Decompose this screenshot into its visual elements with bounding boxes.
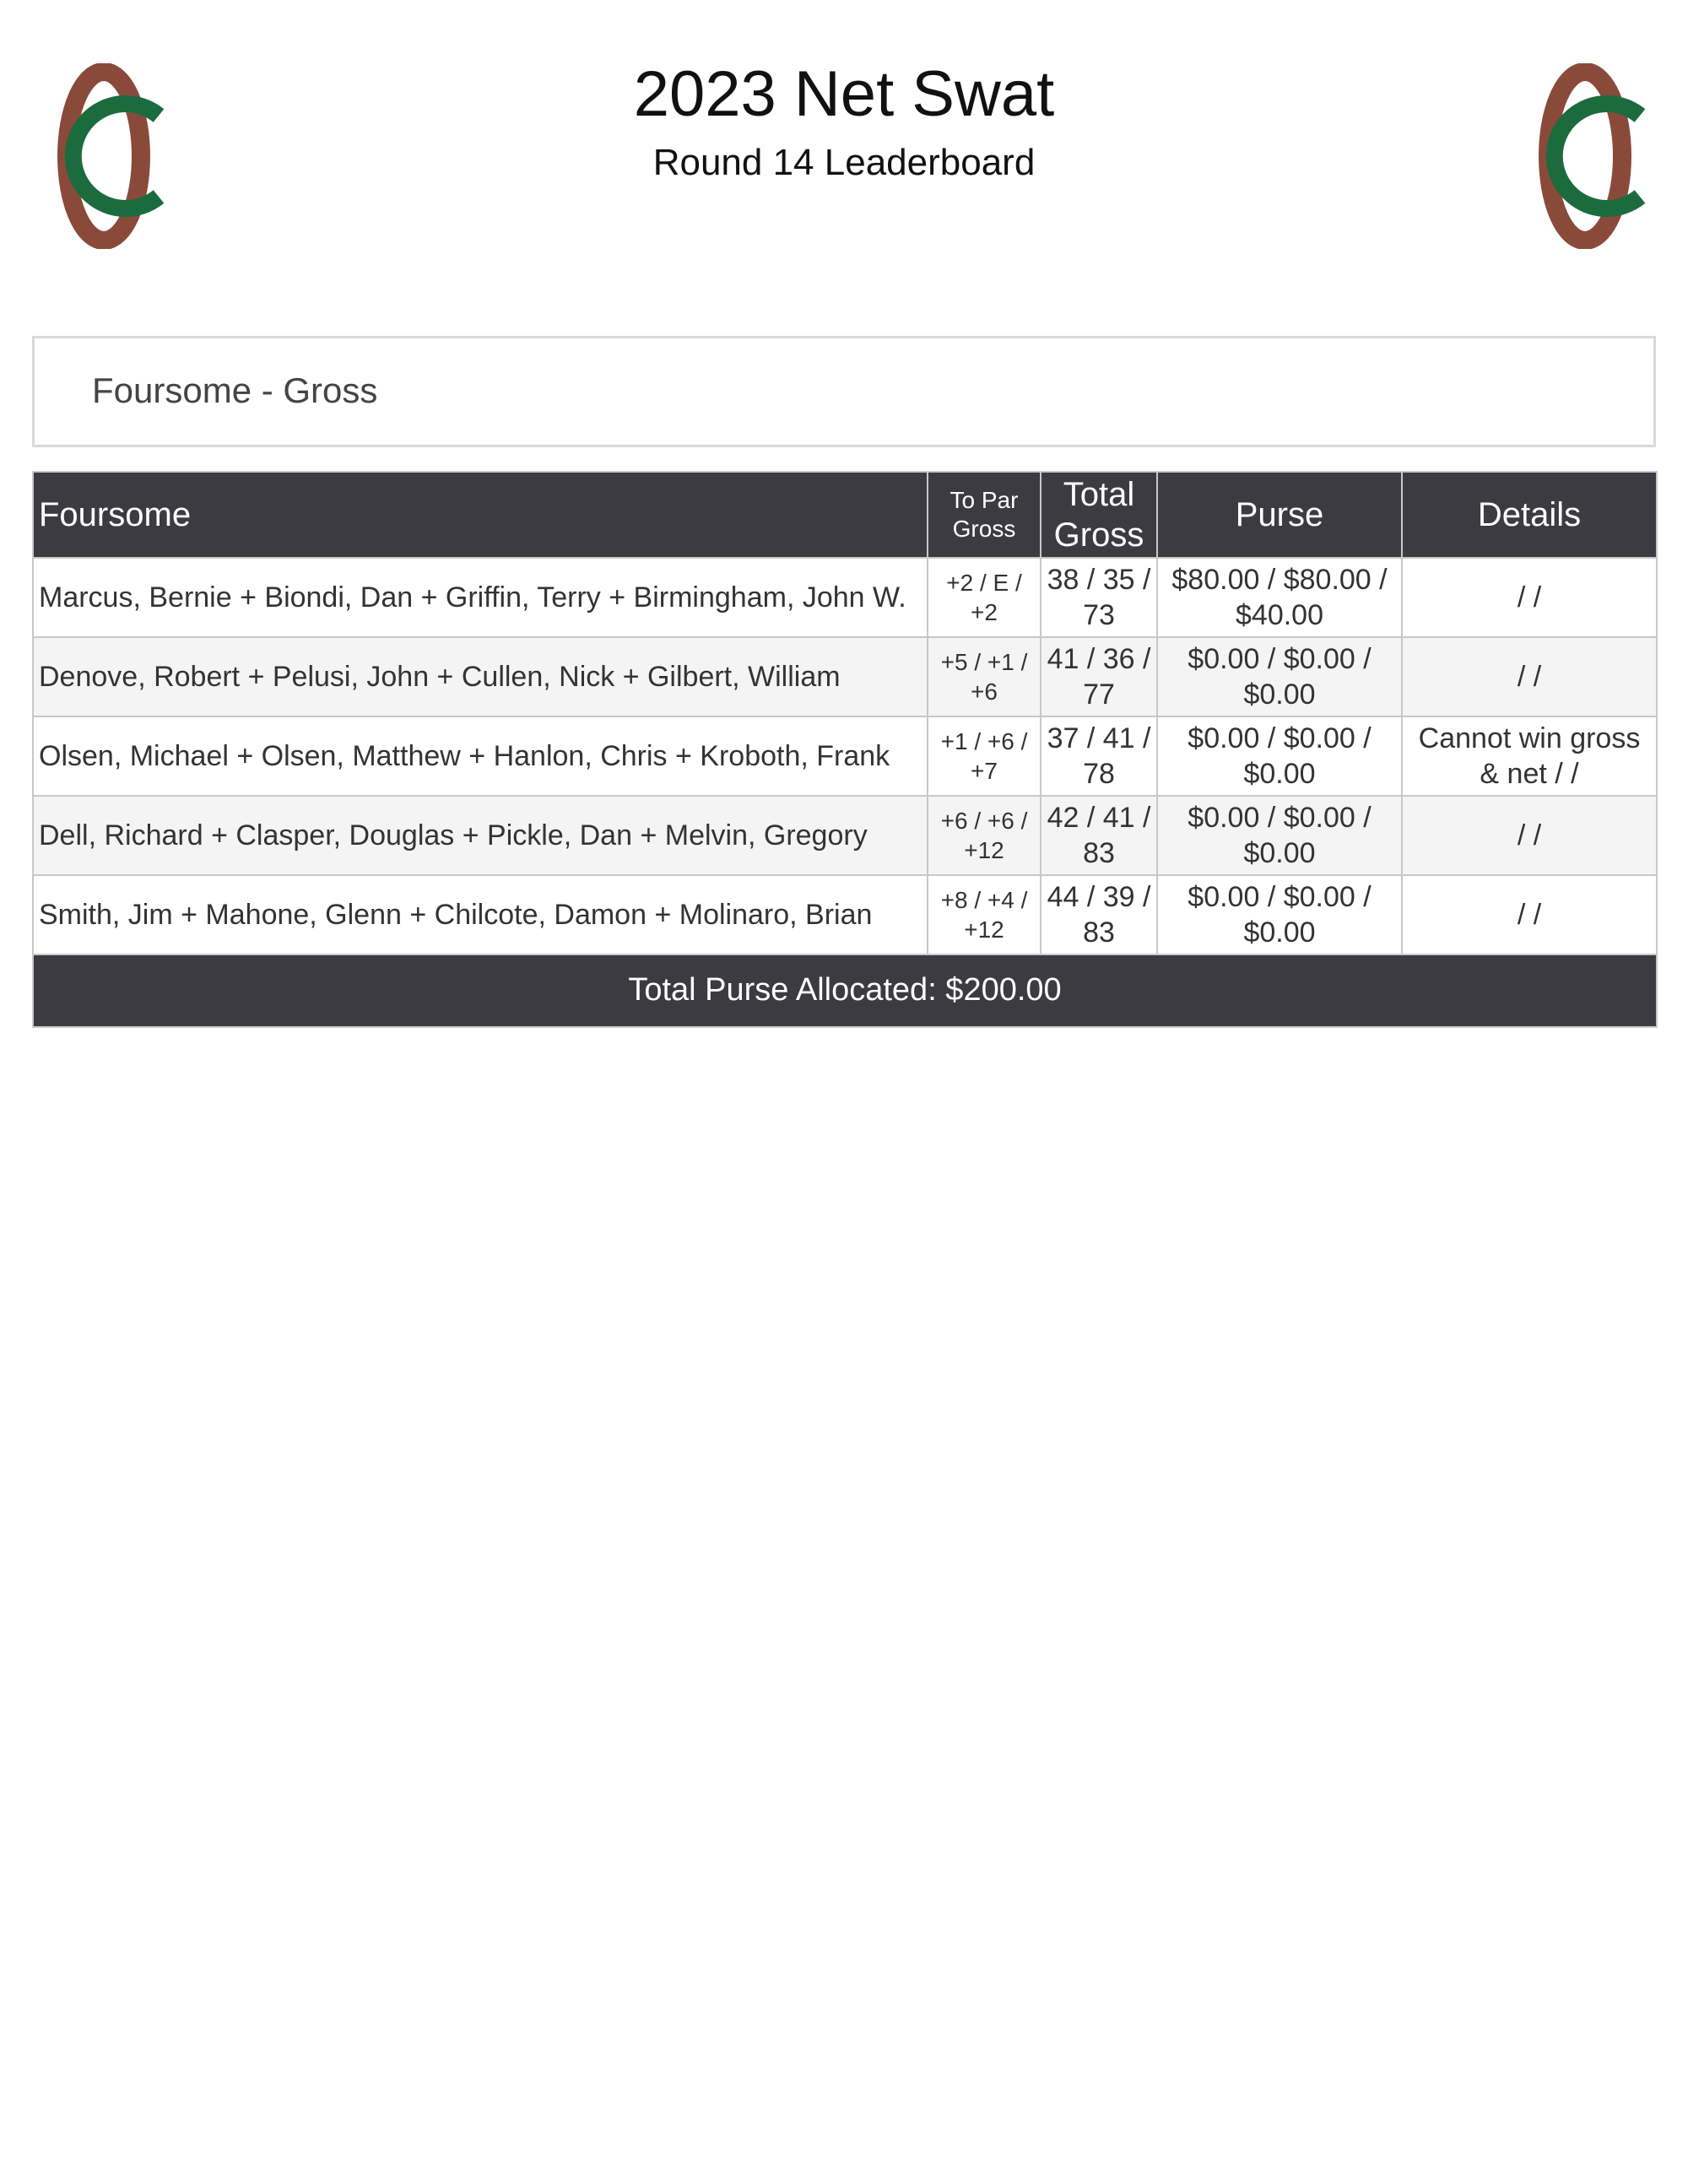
details-value: / /: [1402, 637, 1657, 716]
column-header-total-line2: Gross: [1053, 516, 1144, 554]
column-header-details: Details: [1402, 472, 1657, 558]
purse-value: $0.00 / $0.00 / $0.00: [1157, 796, 1402, 875]
leaderboard-table: [32, 471, 1658, 1028]
column-header-to-par-line1: To Par: [950, 487, 1019, 514]
column-header-total-line1: Total: [1063, 476, 1135, 513]
details-value: / /: [1402, 558, 1657, 637]
total-gross: 44 / 39 / 83: [1041, 875, 1157, 954]
column-header-total-gross: [1041, 472, 1157, 558]
details-value: Cannot win gross & net / /: [1402, 716, 1657, 796]
page-subtitle: Round 14 Leaderboard: [652, 141, 1036, 183]
to-par-gross: +1 / +6 / +7: [928, 716, 1041, 796]
section-header: [32, 336, 1656, 447]
total-gross: 41 / 36 / 77: [1041, 637, 1157, 716]
to-par-gross: +5 / +1 / +6: [928, 637, 1041, 716]
foursome-names: Marcus, Bernie + Biondi, Dan + Griffin, Terry + Birmingham, John W.: [33, 558, 928, 637]
total-purse-allocated: Total Purse Allocated: $200.00: [33, 954, 1657, 1027]
foursome-names: Smith, Jim + Mahone, Glenn + Chilcote, Damon + Molinaro, Brian: [33, 875, 928, 954]
purse-value: $0.00 / $0.00 / $0.00: [1157, 875, 1402, 954]
to-par-gross: +8 / +4 / +12: [928, 875, 1041, 954]
table-row: [33, 716, 1657, 796]
table-row: [33, 875, 1657, 954]
purse-value: $0.00 / $0.00 / $0.00: [1157, 716, 1402, 796]
foursome-names: Dell, Richard + Clasper, Douglas + Pickle, Dan + Melvin, Gregory: [33, 796, 928, 875]
purse-value: $0.00 / $0.00 / $0.00: [1157, 637, 1402, 716]
foursome-names: Denove, Robert + Pelusi, John + Cullen, Nick + Gilbert, William: [33, 637, 928, 716]
table-row: [33, 796, 1657, 875]
details-value: / /: [1402, 875, 1657, 954]
to-par-gross: +2 / E / +2: [928, 558, 1041, 637]
column-header-foursome: Foursome: [33, 472, 928, 558]
purse-value: $80.00 / $80.00 / $40.00: [1157, 558, 1402, 637]
column-header-purse: Purse: [1157, 472, 1402, 558]
foursome-names: Olsen, Michael + Olsen, Matthew + Hanlon, Chris + Kroboth, Frank: [33, 716, 928, 796]
column-header-to-par-gross: [928, 472, 1041, 558]
details-value: / /: [1402, 796, 1657, 875]
page-title: 2023 Net Swat: [633, 58, 1055, 130]
table-row: [33, 558, 1657, 637]
table-header-row: [33, 472, 1657, 558]
total-gross: 37 / 41 / 78: [1041, 716, 1157, 796]
total-gross: 38 / 35 / 73: [1041, 558, 1157, 637]
column-header-to-par-line2: Gross: [952, 516, 1016, 542]
to-par-gross: +6 / +6 / +12: [928, 796, 1041, 875]
table-row: [33, 637, 1657, 716]
page-header: [0, 59, 1688, 184]
total-gross: 42 / 41 / 83: [1041, 796, 1157, 875]
section-title: Foursome - Gross: [92, 370, 378, 410]
table-footer-row: [33, 954, 1657, 1027]
